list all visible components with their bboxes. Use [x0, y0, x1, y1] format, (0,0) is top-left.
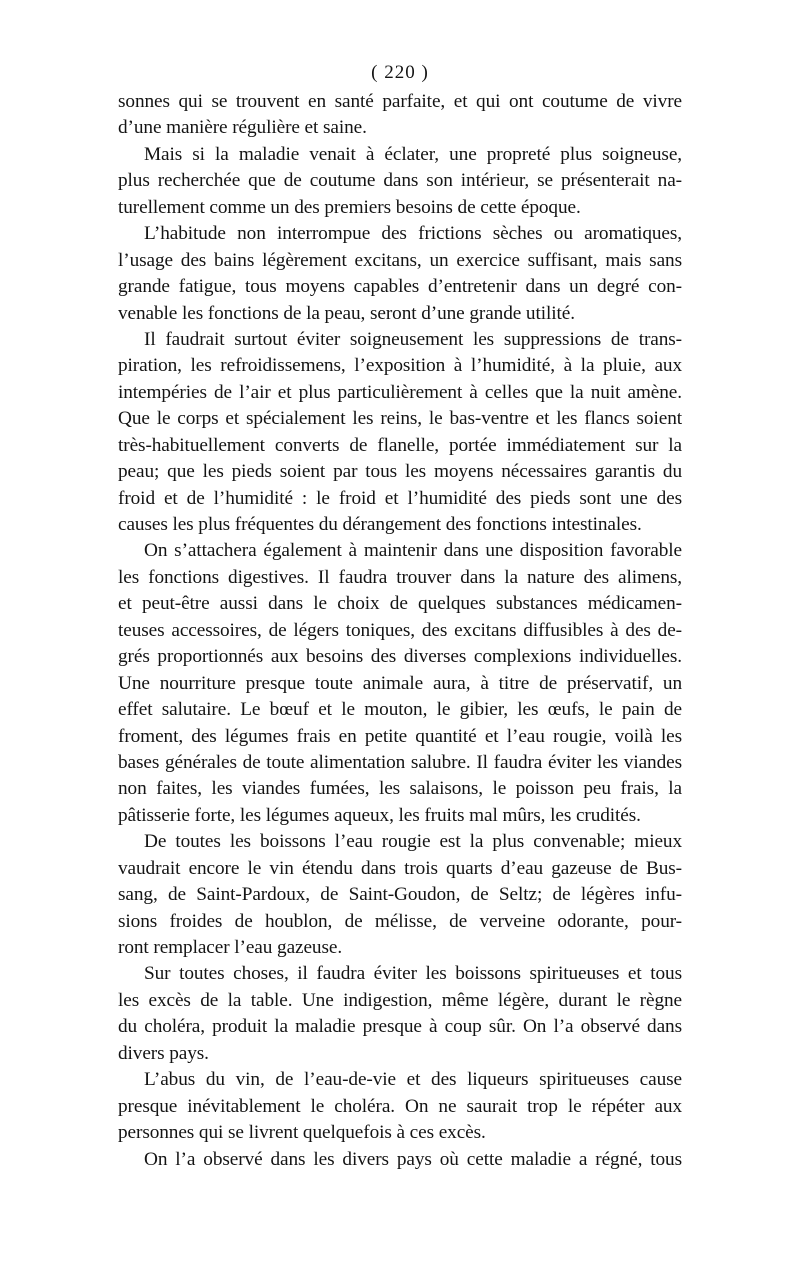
text-line: du choléra, produit la maladie presque à coup sûr. On l’a observé dans [118, 1016, 682, 1038]
text-line: sions froides de houblon, de mélisse, de verveine odorante, pour- [118, 910, 682, 932]
text-line: teuses accessoires, de légers toniques, des excitans diffusibles à des de- [118, 619, 682, 641]
text-line: On l’a observé dans les divers pays où cette maladie a régné, tous [144, 1148, 682, 1170]
text-line: peau; que les pieds soient par tous les moyens nécessaires garantis du [118, 461, 682, 483]
text-line: piration, les refroidissemens, l’exposition à l’humidité, à la pluie, aux [118, 355, 682, 377]
text-line: sang, de Saint-Pardoux, de Saint-Goudon, de Seltz; de légères infu- [118, 884, 682, 906]
text-line: pâtisserie forte, les légumes aqueux, les fruits mal mûrs, les crudités. [118, 804, 641, 826]
text-line: d’une manière régulière et saine. [118, 117, 367, 139]
text-line: les excès de la table. Une indigestion, même légère, durant le règne [118, 989, 682, 1011]
text-line: Une nourriture presque toute animale aura, à titre de préservatif, un [118, 672, 682, 694]
text-line: sonnes qui se trouvent en santé parfaite, et qui ont coutume de vivre [118, 91, 682, 112]
text-line: les fonctions digestives. Il faudra trouver dans la nature des alimens, [118, 566, 682, 588]
text-line: venable les fonctions de la peau, seront d’une grande utilité. [118, 302, 575, 324]
page-number: ( 220 ) [371, 62, 429, 83]
text-line: personnes qui se livrent quelquefois à ces excès. [118, 1122, 486, 1144]
text-line: Il faudrait surtout éviter soigneusement les suppressions de trans- [144, 328, 682, 350]
text-line: plus recherchée que de coutume dans son intérieur, se présenterait na- [118, 170, 682, 192]
text-line: turellement comme un des premiers besoins de cette époque. [118, 196, 581, 218]
text-line: L’habitude non interrompue des frictions sèches ou aromatiques, [144, 223, 682, 245]
text-line: très-habituellement converts de flanelle, portée immédiatement sur la [118, 434, 682, 456]
text-line: non faites, les viandes fumées, les salaisons, le poisson peu frais, la [118, 778, 682, 800]
text-line: intempéries de l’air et plus particulièrement à celles que la nuit amène. [118, 381, 682, 403]
text-line: froid et de l’humidité : le froid et l’humidité des pieds sont une des [118, 487, 682, 509]
body-text [118, 89, 682, 1173]
text-line: froment, des légumes frais en petite quantité et l’eau rougie, voilà les [118, 725, 682, 747]
text-line: Que le corps et spécialement les reins, le bas-ventre et les flancs soient [118, 408, 682, 430]
text-line: causes les plus fréquentes du dérangement des fonctions intestinales. [118, 514, 642, 535]
text-line: grés proportionnés aux besoins des diverses complexions individuelles. [118, 646, 682, 668]
text-line: divers pays. [118, 1042, 209, 1064]
text-line: L’abus du vin, de l’eau-de-vie et des liqueurs spiritueuses cause [144, 1069, 682, 1091]
text-line: presque inévitablement le choléra. On ne saurait trop le répéter aux [118, 1095, 682, 1117]
text-line: l’usage des bains légèrement excitans, un exercice suffisant, mais sans [118, 249, 682, 271]
text-line: ront remplacer l’eau gazeuse. [118, 937, 343, 958]
text-line: Mais si la maladie venait à éclater, une propreté plus soigneuse, [144, 143, 682, 165]
text-line: On s’attachera également à maintenir dans une disposition favorable [144, 540, 682, 562]
text-line: effet salutaire. Le bœuf et le mouton, le gibier, les œufs, le pain de [118, 699, 682, 721]
text-line: vaudrait encore le vin étendu dans trois quarts d’eau gazeuse de Bus- [118, 857, 682, 879]
text-line: grande fatigue, tous moyens capables d’entretenir dans un degré con- [118, 276, 682, 298]
text-line: Sur toutes choses, il faudra éviter les boissons spiritueuses et tous [144, 963, 682, 985]
text-line: et peut-être aussi dans le choix de quelques substances médicamen- [118, 593, 682, 615]
text-line: De toutes les boissons l’eau rougie est la plus convenable; mieux [144, 831, 682, 853]
text-line: bases générales de toute alimentation salubre. Il faudra éviter les viandes [118, 751, 682, 773]
